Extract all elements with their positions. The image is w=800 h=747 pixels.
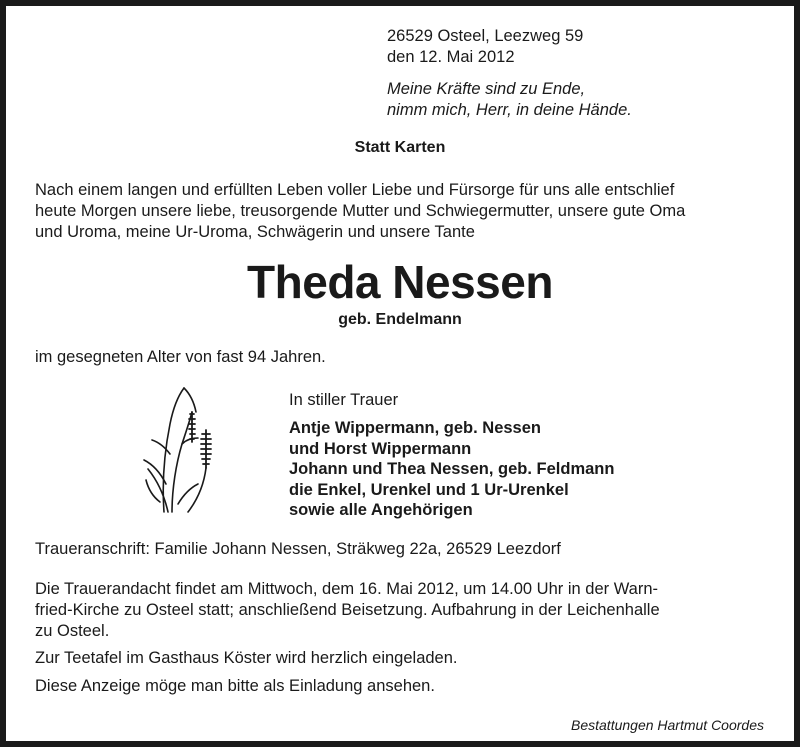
deceased-name: Theda Nessen	[247, 256, 553, 308]
intro-paragraph	[35, 180, 685, 243]
tea-invitation: Zur Teetafel im Gasthaus Köster wird herzlich eingeladen.	[35, 649, 458, 667]
mourner-line: Johann und Thea Nessen, geb. Feldmann	[289, 460, 615, 479]
invitation-note: Diese Anzeige möge man bitte als Einladung ansehen.	[35, 677, 435, 695]
sender-address: 26529 Osteel, Leezweg 59	[387, 27, 584, 45]
mourner-line: Antje Wippermann, geb. Nessen	[289, 419, 541, 437]
verse-line-2: nimm mich, Herr, in deine Hände.	[387, 101, 632, 119]
service-paragraph	[35, 579, 660, 642]
mourner-line: und Horst Wippermann	[289, 439, 472, 458]
intro-line: und Uroma, meine Ur-Uroma, Schwägerin und unsere Tante	[35, 223, 475, 241]
service-line: fried-Kirche zu Osteel statt; anschließend Beisetzung. Aufbahrung in der Leichenhalle	[35, 601, 660, 619]
notice-date: den 12. Mai 2012	[387, 48, 515, 66]
mourning-heading: In stiller Trauer	[289, 391, 399, 409]
birth-name: geb. Endelmann	[338, 311, 462, 328]
intro-line: heute Morgen unsere liebe, treusorgende Mutter und Schwiegermutter, unsere gute Oma	[35, 202, 686, 220]
mourners-list	[289, 418, 614, 521]
service-line: zu Osteel.	[35, 622, 110, 640]
statt-karten-heading: Statt Karten	[354, 139, 446, 156]
age-statement: im gesegneten Alter von fast 94 Jahren.	[35, 348, 326, 366]
service-line: Die Trauerandacht findet am Mittwoch, dem 16. Mai 2012, um 14.00 Uhr in der Warn-	[35, 580, 659, 598]
funeral-home-credit: Bestattungen Hartmut Coordes	[571, 717, 764, 733]
intro-line: Nach einem langen und erfüllten Leben voller Liebe und Fürsorge für uns alle entschlief	[35, 181, 675, 199]
mourner-line: sowie alle Angehörigen	[289, 501, 473, 520]
mourner-line: die Enkel, Urenkel und 1 Ur-Urenkel	[289, 480, 569, 499]
verse-line-1: Meine Kräfte sind zu Ende,	[387, 80, 586, 98]
mourning-address: Traueranschrift: Familie Johann Nessen, Sträkweg 22a, 26529 Leezdorf	[35, 540, 561, 558]
wheat-plant-icon	[142, 384, 232, 514]
